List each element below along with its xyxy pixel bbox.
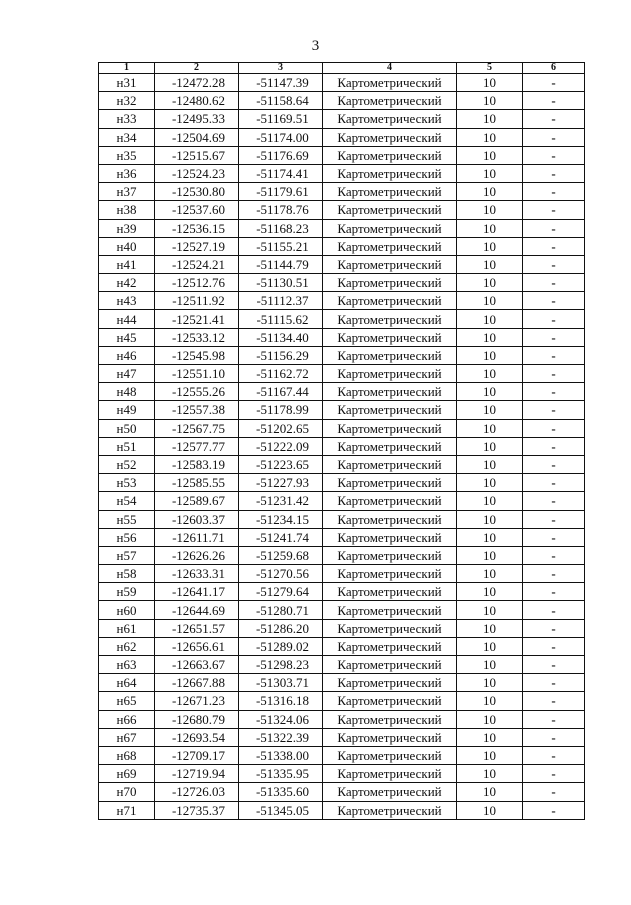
note-cell: -: [523, 583, 585, 601]
accuracy-cell: 10: [457, 492, 523, 510]
point-id-cell: н66: [99, 710, 155, 728]
x-coordinate-cell: -12641.17: [155, 583, 239, 601]
note-cell: -: [523, 783, 585, 801]
table-row: [99, 674, 585, 692]
note-cell: -: [523, 74, 585, 92]
accuracy-cell: 10: [457, 74, 523, 92]
y-coordinate-cell: -51167.44: [239, 383, 323, 401]
table-body: [99, 74, 585, 820]
note-cell: -: [523, 801, 585, 819]
point-id-cell: н50: [99, 419, 155, 437]
point-id-cell: н51: [99, 437, 155, 455]
accuracy-cell: 10: [457, 92, 523, 110]
y-coordinate-cell: -51298.23: [239, 656, 323, 674]
x-coordinate-cell: -12709.17: [155, 746, 239, 764]
table-row: [99, 510, 585, 528]
accuracy-cell: 10: [457, 546, 523, 564]
coordinates-table: [98, 62, 585, 820]
accuracy-cell: 10: [457, 637, 523, 655]
point-id-cell: н32: [99, 92, 155, 110]
accuracy-cell: 10: [457, 474, 523, 492]
y-coordinate-cell: -51241.74: [239, 528, 323, 546]
y-coordinate-cell: -51335.60: [239, 783, 323, 801]
table-row: [99, 383, 585, 401]
note-cell: -: [523, 510, 585, 528]
y-coordinate-cell: -51324.06: [239, 710, 323, 728]
x-coordinate-cell: -12671.23: [155, 692, 239, 710]
y-coordinate-cell: -51134.40: [239, 328, 323, 346]
method-cell: Картометрический: [323, 328, 457, 346]
method-cell: Картометрический: [323, 801, 457, 819]
point-id-cell: н55: [99, 510, 155, 528]
point-id-cell: н42: [99, 274, 155, 292]
table-row: [99, 801, 585, 819]
accuracy-cell: 10: [457, 183, 523, 201]
accuracy-cell: 10: [457, 601, 523, 619]
point-id-cell: н31: [99, 74, 155, 92]
y-coordinate-cell: -51322.39: [239, 728, 323, 746]
method-cell: Картометрический: [323, 546, 457, 564]
note-cell: -: [523, 164, 585, 182]
point-id-cell: н60: [99, 601, 155, 619]
y-coordinate-cell: -51162.72: [239, 365, 323, 383]
accuracy-cell: 10: [457, 437, 523, 455]
page-number: 3: [311, 38, 320, 54]
accuracy-cell: 10: [457, 383, 523, 401]
note-cell: -: [523, 565, 585, 583]
accuracy-cell: 10: [457, 765, 523, 783]
table-row: [99, 219, 585, 237]
table-row: [99, 455, 585, 473]
x-coordinate-cell: -12515.67: [155, 146, 239, 164]
x-coordinate-cell: -12557.38: [155, 401, 239, 419]
accuracy-cell: 10: [457, 401, 523, 419]
point-id-cell: н58: [99, 565, 155, 583]
y-coordinate-cell: -51303.71: [239, 674, 323, 692]
table-row: [99, 710, 585, 728]
note-cell: -: [523, 110, 585, 128]
method-cell: Картометрический: [323, 601, 457, 619]
table-row: [99, 164, 585, 182]
x-coordinate-cell: -12504.69: [155, 128, 239, 146]
x-coordinate-cell: -12663.67: [155, 656, 239, 674]
method-cell: Картометрический: [323, 346, 457, 364]
header-cell-2: 2: [155, 63, 239, 74]
x-coordinate-cell: -12611.71: [155, 528, 239, 546]
note-cell: -: [523, 255, 585, 273]
note-cell: -: [523, 237, 585, 255]
x-coordinate-cell: -12644.69: [155, 601, 239, 619]
y-coordinate-cell: -51156.29: [239, 346, 323, 364]
table-row: [99, 346, 585, 364]
table-row: [99, 583, 585, 601]
note-cell: -: [523, 637, 585, 655]
accuracy-cell: 10: [457, 656, 523, 674]
method-cell: Картометрический: [323, 219, 457, 237]
note-cell: -: [523, 310, 585, 328]
y-coordinate-cell: -51147.39: [239, 74, 323, 92]
accuracy-cell: 10: [457, 365, 523, 383]
point-id-cell: н41: [99, 255, 155, 273]
table-row: [99, 546, 585, 564]
method-cell: Картометрический: [323, 401, 457, 419]
header-cell-5: 5: [457, 63, 523, 74]
method-cell: Картометрический: [323, 274, 457, 292]
x-coordinate-cell: -12555.26: [155, 383, 239, 401]
y-coordinate-cell: -51223.65: [239, 455, 323, 473]
y-coordinate-cell: -51130.51: [239, 274, 323, 292]
y-coordinate-cell: -51202.65: [239, 419, 323, 437]
accuracy-cell: 10: [457, 692, 523, 710]
table-row: [99, 92, 585, 110]
x-coordinate-cell: -12577.77: [155, 437, 239, 455]
x-coordinate-cell: -12589.67: [155, 492, 239, 510]
note-cell: -: [523, 346, 585, 364]
y-coordinate-cell: -51115.62: [239, 310, 323, 328]
method-cell: Картометрический: [323, 728, 457, 746]
table-row: [99, 419, 585, 437]
y-coordinate-cell: -51168.23: [239, 219, 323, 237]
method-cell: Картометрический: [323, 92, 457, 110]
x-coordinate-cell: -12603.37: [155, 510, 239, 528]
x-coordinate-cell: -12527.19: [155, 237, 239, 255]
note-cell: -: [523, 728, 585, 746]
y-coordinate-cell: -51144.79: [239, 255, 323, 273]
y-coordinate-cell: -51178.76: [239, 201, 323, 219]
y-coordinate-cell: -51289.02: [239, 637, 323, 655]
point-id-cell: н49: [99, 401, 155, 419]
y-coordinate-cell: -51231.42: [239, 492, 323, 510]
x-coordinate-cell: -12536.15: [155, 219, 239, 237]
note-cell: -: [523, 274, 585, 292]
table-row: [99, 619, 585, 637]
y-coordinate-cell: -51222.09: [239, 437, 323, 455]
header-cell-4: 4: [323, 63, 457, 74]
table-row: [99, 255, 585, 273]
accuracy-cell: 10: [457, 746, 523, 764]
note-cell: -: [523, 474, 585, 492]
note-cell: -: [523, 328, 585, 346]
note-cell: -: [523, 528, 585, 546]
point-id-cell: н67: [99, 728, 155, 746]
point-id-cell: н38: [99, 201, 155, 219]
x-coordinate-cell: -12521.41: [155, 310, 239, 328]
x-coordinate-cell: -12511.92: [155, 292, 239, 310]
y-coordinate-cell: -51155.21: [239, 237, 323, 255]
point-id-cell: н57: [99, 546, 155, 564]
method-cell: Картометрический: [323, 128, 457, 146]
y-coordinate-cell: -51335.95: [239, 765, 323, 783]
point-id-cell: н59: [99, 583, 155, 601]
method-cell: Картометрический: [323, 383, 457, 401]
y-coordinate-cell: -51179.61: [239, 183, 323, 201]
note-cell: -: [523, 746, 585, 764]
table-row: [99, 237, 585, 255]
table-row: [99, 601, 585, 619]
method-cell: Картометрический: [323, 474, 457, 492]
header-cell-3: 3: [239, 63, 323, 74]
point-id-cell: н54: [99, 492, 155, 510]
method-cell: Картометрический: [323, 146, 457, 164]
method-cell: Картометрический: [323, 255, 457, 273]
point-id-cell: н68: [99, 746, 155, 764]
point-id-cell: н48: [99, 383, 155, 401]
x-coordinate-cell: -12680.79: [155, 710, 239, 728]
method-cell: Картометрический: [323, 292, 457, 310]
method-cell: Картометрический: [323, 419, 457, 437]
table-row: [99, 74, 585, 92]
accuracy-cell: 10: [457, 219, 523, 237]
method-cell: Картометрический: [323, 619, 457, 637]
accuracy-cell: 10: [457, 110, 523, 128]
point-id-cell: н52: [99, 455, 155, 473]
note-cell: -: [523, 619, 585, 637]
accuracy-cell: 10: [457, 528, 523, 546]
method-cell: Картометрический: [323, 765, 457, 783]
x-coordinate-cell: -12633.31: [155, 565, 239, 583]
note-cell: -: [523, 455, 585, 473]
accuracy-cell: 10: [457, 619, 523, 637]
point-id-cell: н44: [99, 310, 155, 328]
x-coordinate-cell: -12472.28: [155, 74, 239, 92]
method-cell: Картометрический: [323, 365, 457, 383]
method-cell: Картометрический: [323, 201, 457, 219]
x-coordinate-cell: -12693.54: [155, 728, 239, 746]
table-header: [99, 63, 585, 74]
accuracy-cell: 10: [457, 710, 523, 728]
y-coordinate-cell: -51234.15: [239, 510, 323, 528]
accuracy-cell: 10: [457, 510, 523, 528]
table-row: [99, 146, 585, 164]
y-coordinate-cell: -51279.64: [239, 583, 323, 601]
note-cell: -: [523, 674, 585, 692]
method-cell: Картометрический: [323, 710, 457, 728]
header-row: [99, 63, 585, 74]
y-coordinate-cell: -51270.56: [239, 565, 323, 583]
point-id-cell: н45: [99, 328, 155, 346]
y-coordinate-cell: -51345.05: [239, 801, 323, 819]
x-coordinate-cell: -12524.21: [155, 255, 239, 273]
point-id-cell: н53: [99, 474, 155, 492]
method-cell: Картометрический: [323, 565, 457, 583]
note-cell: -: [523, 128, 585, 146]
x-coordinate-cell: -12585.55: [155, 474, 239, 492]
table-row: [99, 274, 585, 292]
y-coordinate-cell: -51316.18: [239, 692, 323, 710]
point-id-cell: н40: [99, 237, 155, 255]
method-cell: Картометрический: [323, 237, 457, 255]
x-coordinate-cell: -12656.61: [155, 637, 239, 655]
table-row: [99, 310, 585, 328]
note-cell: -: [523, 401, 585, 419]
table-row: [99, 128, 585, 146]
point-id-cell: н61: [99, 619, 155, 637]
method-cell: Картометрический: [323, 74, 457, 92]
table-row: [99, 183, 585, 201]
table-row: [99, 692, 585, 710]
y-coordinate-cell: -51158.64: [239, 92, 323, 110]
method-cell: Картометрический: [323, 455, 457, 473]
table-row: [99, 201, 585, 219]
table-row: [99, 328, 585, 346]
x-coordinate-cell: -12512.76: [155, 274, 239, 292]
note-cell: -: [523, 437, 585, 455]
point-id-cell: н35: [99, 146, 155, 164]
note-cell: -: [523, 292, 585, 310]
x-coordinate-cell: -12726.03: [155, 783, 239, 801]
accuracy-cell: 10: [457, 255, 523, 273]
note-cell: -: [523, 365, 585, 383]
y-coordinate-cell: -51112.37: [239, 292, 323, 310]
note-cell: -: [523, 201, 585, 219]
x-coordinate-cell: -12537.60: [155, 201, 239, 219]
point-id-cell: н34: [99, 128, 155, 146]
point-id-cell: н65: [99, 692, 155, 710]
y-coordinate-cell: -51174.00: [239, 128, 323, 146]
point-id-cell: н37: [99, 183, 155, 201]
table-row: [99, 528, 585, 546]
point-id-cell: н47: [99, 365, 155, 383]
x-coordinate-cell: -12530.80: [155, 183, 239, 201]
table-row: [99, 365, 585, 383]
accuracy-cell: 10: [457, 237, 523, 255]
method-cell: Картометрический: [323, 637, 457, 655]
table-row: [99, 492, 585, 510]
point-id-cell: н46: [99, 346, 155, 364]
header-cell-6: 6: [523, 63, 585, 74]
accuracy-cell: 10: [457, 346, 523, 364]
method-cell: Картометрический: [323, 437, 457, 455]
note-cell: -: [523, 546, 585, 564]
x-coordinate-cell: -12583.19: [155, 455, 239, 473]
accuracy-cell: 10: [457, 128, 523, 146]
header-cell-1: 1: [99, 63, 155, 74]
x-coordinate-cell: -12735.37: [155, 801, 239, 819]
accuracy-cell: 10: [457, 292, 523, 310]
table-row: [99, 292, 585, 310]
note-cell: -: [523, 92, 585, 110]
x-coordinate-cell: -12495.33: [155, 110, 239, 128]
method-cell: Картометрический: [323, 783, 457, 801]
accuracy-cell: 10: [457, 565, 523, 583]
x-coordinate-cell: -12567.75: [155, 419, 239, 437]
y-coordinate-cell: -51259.68: [239, 546, 323, 564]
note-cell: -: [523, 765, 585, 783]
y-coordinate-cell: -51169.51: [239, 110, 323, 128]
y-coordinate-cell: -51178.99: [239, 401, 323, 419]
table-row: [99, 437, 585, 455]
table-row: [99, 656, 585, 674]
point-id-cell: н64: [99, 674, 155, 692]
accuracy-cell: 10: [457, 310, 523, 328]
y-coordinate-cell: -51174.41: [239, 164, 323, 182]
accuracy-cell: 10: [457, 419, 523, 437]
table-row: [99, 401, 585, 419]
note-cell: -: [523, 656, 585, 674]
accuracy-cell: 10: [457, 801, 523, 819]
method-cell: Картометрический: [323, 674, 457, 692]
method-cell: Картометрический: [323, 746, 457, 764]
point-id-cell: н69: [99, 765, 155, 783]
accuracy-cell: 10: [457, 201, 523, 219]
note-cell: -: [523, 146, 585, 164]
table-row: [99, 110, 585, 128]
point-id-cell: н36: [99, 164, 155, 182]
x-coordinate-cell: -12551.10: [155, 365, 239, 383]
note-cell: -: [523, 692, 585, 710]
y-coordinate-cell: -51338.00: [239, 746, 323, 764]
method-cell: Картометрический: [323, 183, 457, 201]
table-row: [99, 637, 585, 655]
method-cell: Картометрический: [323, 656, 457, 674]
y-coordinate-cell: -51286.20: [239, 619, 323, 637]
table-row: [99, 783, 585, 801]
method-cell: Картометрический: [323, 692, 457, 710]
y-coordinate-cell: -51176.69: [239, 146, 323, 164]
point-id-cell: н43: [99, 292, 155, 310]
point-id-cell: н62: [99, 637, 155, 655]
point-id-cell: н33: [99, 110, 155, 128]
x-coordinate-cell: -12651.57: [155, 619, 239, 637]
note-cell: -: [523, 219, 585, 237]
table-row: [99, 474, 585, 492]
method-cell: Картометрический: [323, 510, 457, 528]
point-id-cell: н63: [99, 656, 155, 674]
point-id-cell: н71: [99, 801, 155, 819]
method-cell: Картометрический: [323, 310, 457, 328]
method-cell: Картометрический: [323, 492, 457, 510]
note-cell: -: [523, 419, 585, 437]
table-row: [99, 765, 585, 783]
note-cell: -: [523, 183, 585, 201]
point-id-cell: н56: [99, 528, 155, 546]
y-coordinate-cell: -51227.93: [239, 474, 323, 492]
accuracy-cell: 10: [457, 783, 523, 801]
accuracy-cell: 10: [457, 728, 523, 746]
accuracy-cell: 10: [457, 164, 523, 182]
method-cell: Картометрический: [323, 110, 457, 128]
point-id-cell: н70: [99, 783, 155, 801]
accuracy-cell: 10: [457, 455, 523, 473]
table-row: [99, 728, 585, 746]
point-id-cell: н39: [99, 219, 155, 237]
accuracy-cell: 10: [457, 328, 523, 346]
method-cell: Картометрический: [323, 583, 457, 601]
x-coordinate-cell: -12545.98: [155, 346, 239, 364]
note-cell: -: [523, 601, 585, 619]
x-coordinate-cell: -12533.12: [155, 328, 239, 346]
accuracy-cell: 10: [457, 146, 523, 164]
note-cell: -: [523, 710, 585, 728]
method-cell: Картометрический: [323, 164, 457, 182]
x-coordinate-cell: -12480.62: [155, 92, 239, 110]
table-row: [99, 565, 585, 583]
accuracy-cell: 10: [457, 274, 523, 292]
x-coordinate-cell: -12719.94: [155, 765, 239, 783]
note-cell: -: [523, 492, 585, 510]
method-cell: Картометрический: [323, 528, 457, 546]
x-coordinate-cell: -12524.23: [155, 164, 239, 182]
accuracy-cell: 10: [457, 583, 523, 601]
note-cell: -: [523, 383, 585, 401]
y-coordinate-cell: -51280.71: [239, 601, 323, 619]
accuracy-cell: 10: [457, 674, 523, 692]
x-coordinate-cell: -12626.26: [155, 546, 239, 564]
table-row: [99, 746, 585, 764]
x-coordinate-cell: -12667.88: [155, 674, 239, 692]
